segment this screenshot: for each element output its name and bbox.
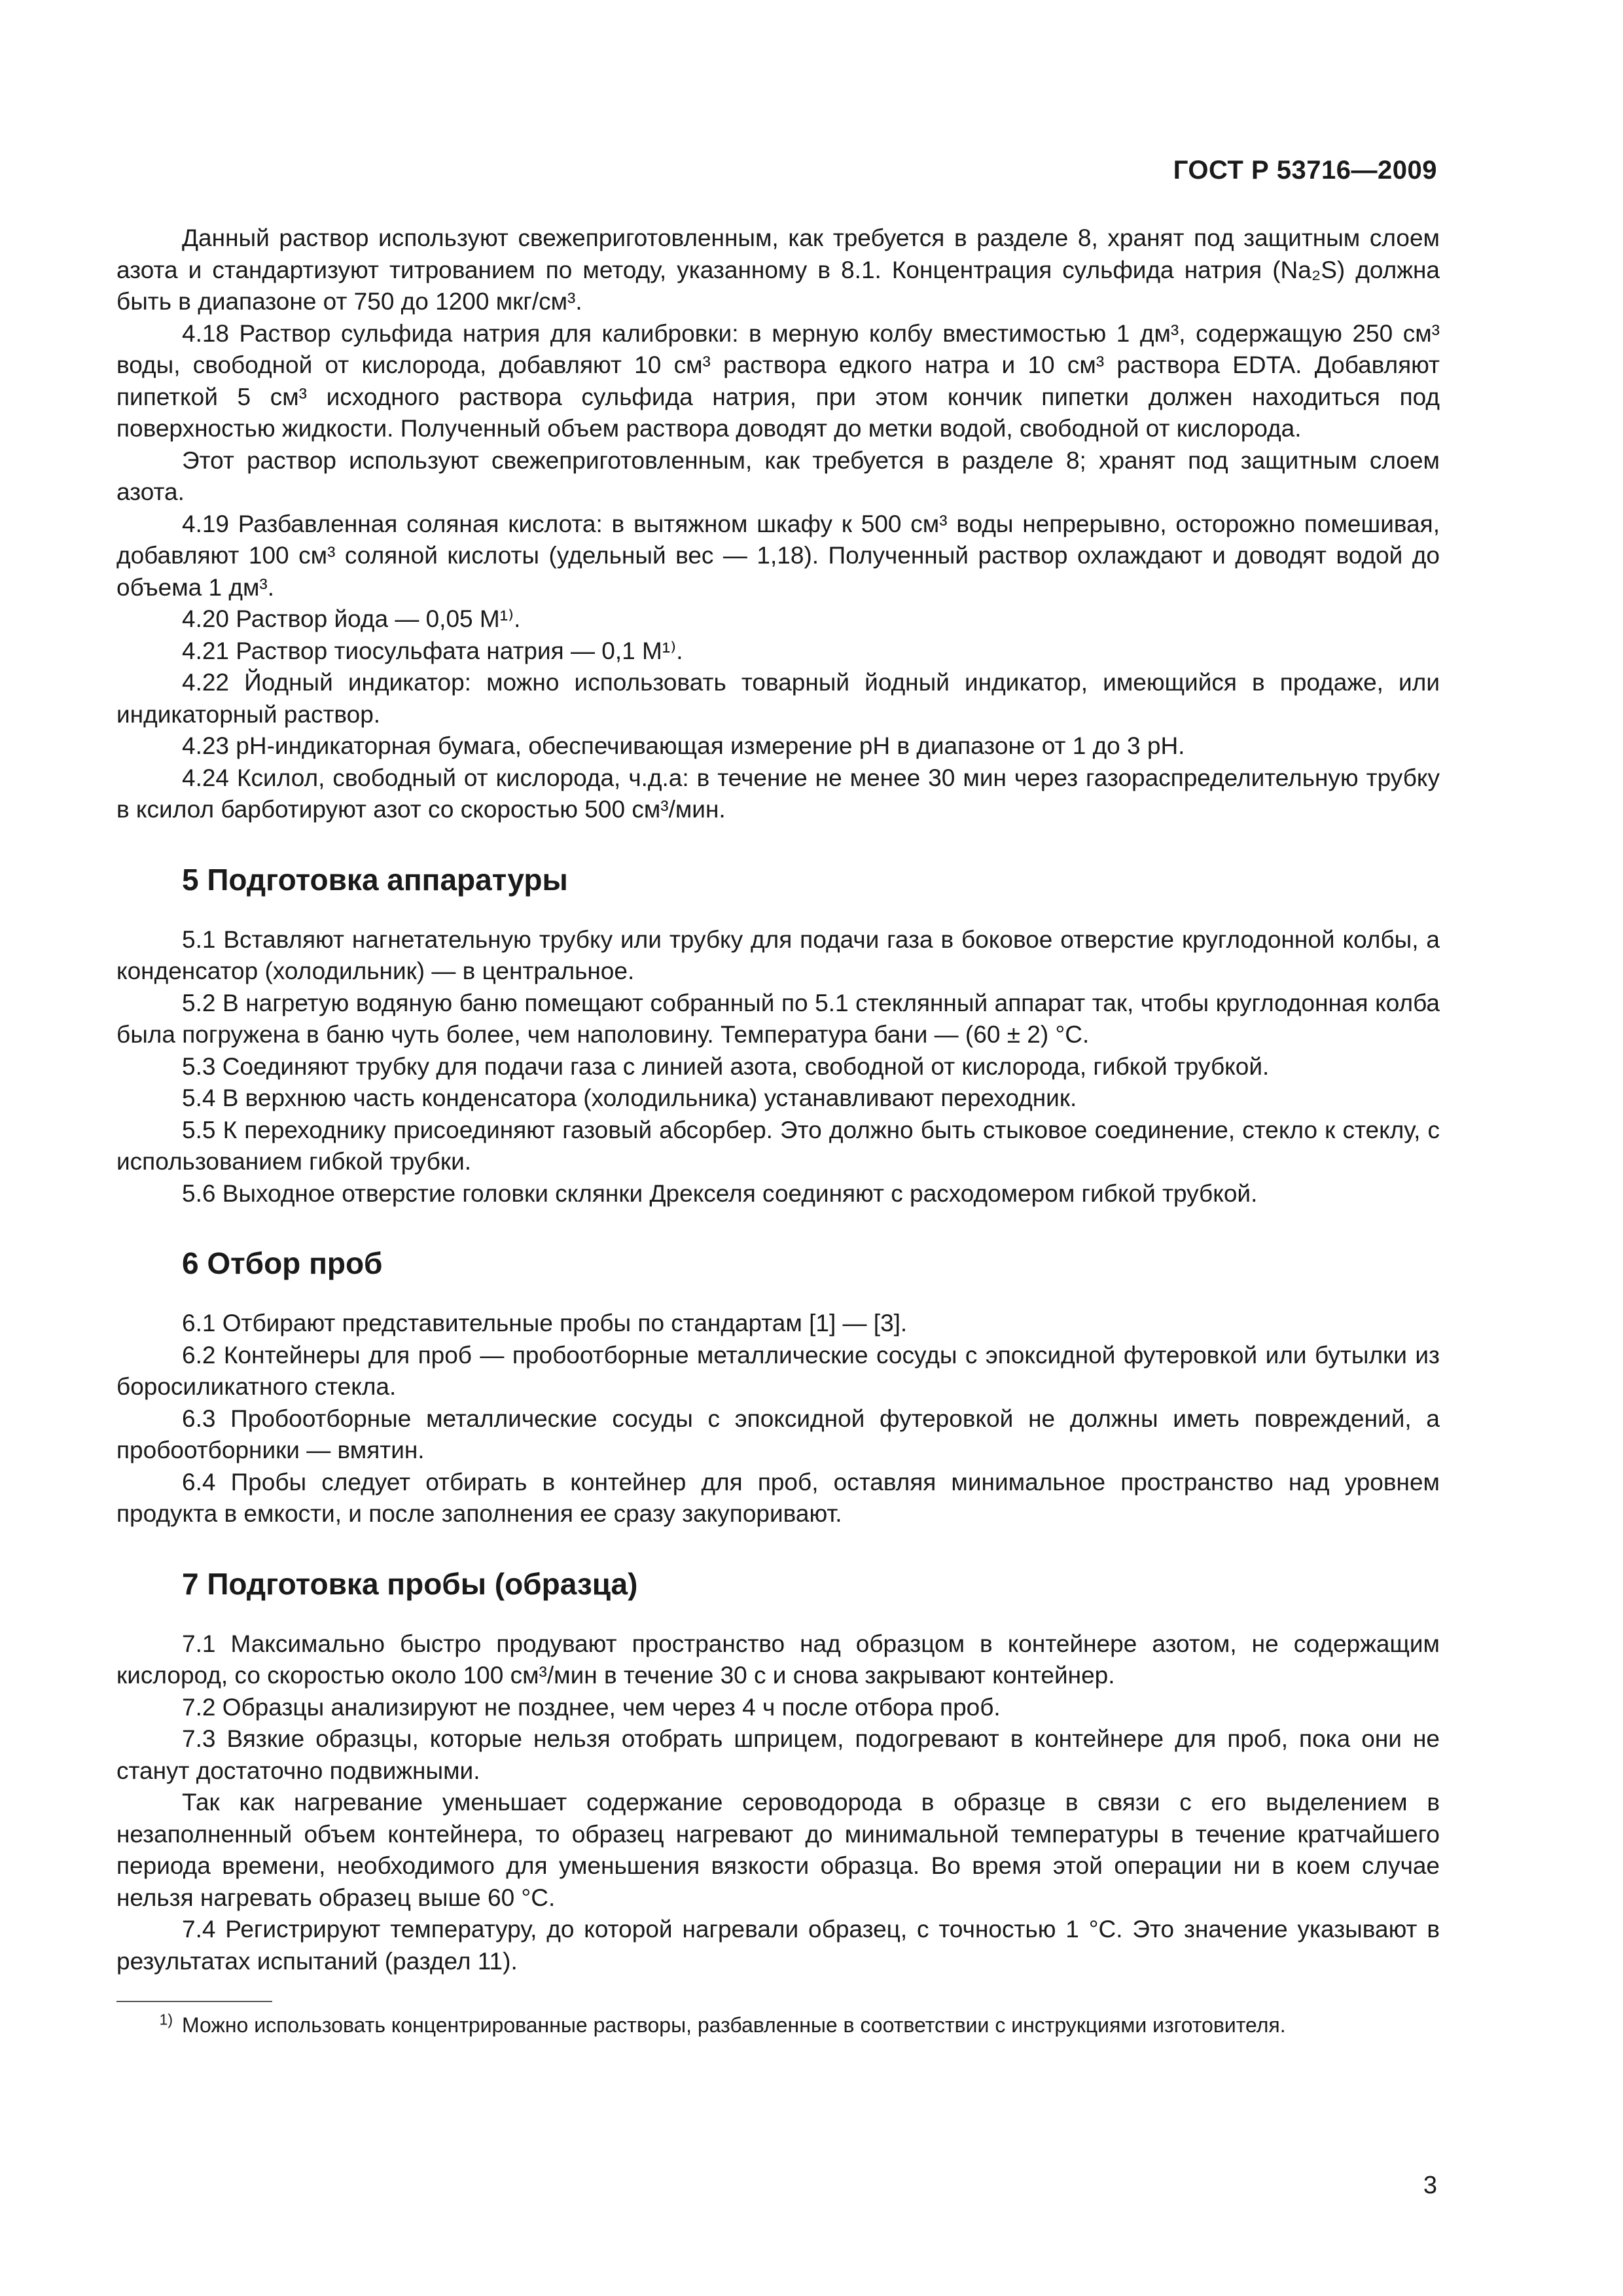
section-heading: 7 Подготовка пробы (образца) — [182, 1566, 638, 1601]
paragraph: 4.22 Йодный индикатор: можно использовать товарный йодный индикатор, имеющийся в продаже, или индикаторный раствор. — [116, 669, 1440, 728]
paragraph: 4.24 Ксилол, свободный от кислорода, ч.д.а: в течение не менее 30 мин через газораспределительную трубку в ксилол барботируют азот со скоростью 500 см³/мин. — [116, 764, 1440, 823]
paragraph: 5.3 Соединяют трубку для подачи газа с линией азота, свободной от кислорода, гибкой трубкой. — [182, 1052, 1270, 1080]
paragraph: 5.6 Выходное отверстие головки склянки Дрекселя соединяют с расходомером гибкой трубкой. — [182, 1179, 1258, 1207]
paragraph: Этот раствор используют свежеприготовленным, как требуется в разделе 8; хранят под защитным слоем азота. — [116, 446, 1440, 505]
section-heading: 5 Подготовка аппаратуры — [182, 862, 568, 897]
paragraph: 4.20 Раствор йода — 0,05 М¹⁾. — [182, 605, 521, 632]
paragraph: 6.2 Контейнеры для проб — пробоотборные металлические сосуды с эпоксидной футеровкой или бутылки из боросиликатного стекла. — [116, 1341, 1440, 1400]
paragraph: 4.23 pH-индикаторная бумага, обеспечивающая измерение pH в диапазоне от 1 до 3 pH. — [182, 732, 1185, 759]
paragraph: 6.1 Отбирают представительные пробы по стандартам [1] — [3]. — [182, 1310, 908, 1336]
footnote-divider — [116, 2001, 272, 2002]
paragraph: 5.5 К переходнику присоединяют газовый абсорбер. Это должно быть стыковое соединение, стекло к стеклу, с использованием гибкой трубки. — [116, 1116, 1440, 1175]
paragraph: 5.4 В верхнюю часть конденсатора (холодильника) устанавливают переходник. — [182, 1085, 1077, 1111]
paragraph: 4.19 Разбавленная соляная кислота: в вытяжном шкафу к 500 см³ воды непрерывно, осторожно помешивая, добавляют 100 см³ соляной кислоты (удельный вес — 1,18). Полученный раствор охлаждают и доводят водой до объема 1 дм³. — [116, 510, 1440, 601]
section-heading: 6 Отбор проб — [182, 1246, 383, 1280]
paragraph: 7.4 Регистрируют температуру, до которой нагревали образец, с точностью 1 °С. Это значение указывают в результатах испытаний (раздел 11). — [116, 1916, 1440, 1975]
paragraph: 6.3 Пробоотборные металлические сосуды с эпоксидной футеровкой не должны иметь повреждений, а пробоотборники — вмятин. — [116, 1405, 1440, 1463]
paragraph: 7.1 Максимально быстро продувают пространство над образцом в контейнере азотом, не содержащим кислород, со скоростью около 100 см³/мин в течение 30 с и снова закрывают контейнер. — [116, 1630, 1440, 1689]
footnote-marker: 1) — [159, 2011, 173, 2028]
paragraph: 7.2 Образцы анализируют не позднее, чем через 4 ч после отбора проб. — [182, 1693, 1001, 1721]
footnote — [116, 2011, 1440, 2039]
paragraph: 4.18 Раствор сульфида натрия для калибровки: в мерную колбу вместимостью 1 дм³, содержащую 250 см³ воды, свободной от кислорода, добавляют 10 см³ раствора едкого натра и 10 см³ раствора EDTA. Добавляют пипеткой 5 см³ исходного раствора сульфида натрия, при этом кончик пипетки должен находиться под поверхностью жидкости. Полученный объем раствора доводят до метки водой, свободной от кислорода. — [116, 319, 1440, 442]
paragraph: 7.3 Вязкие образцы, которые нельзя отобрать шприцем, подогревают в контейнере для проб, пока они не станут достаточно подвижными. — [116, 1725, 1440, 1784]
paragraph: Данный раствор используют свежеприготовленным, как требуется в разделе 8, хранят под защитным слоем азота и стандартизуют титрованием по методу, указанному в 8.1. Концентрация сульфида натрия (Na₂S) должна быть в диапазоне от 750 до 1200 мкг/см³. — [116, 224, 1440, 315]
document-body — [116, 223, 1440, 1977]
standard-code-header: ГОСТ Р 53716—2009 — [1173, 156, 1437, 185]
page-number: 3 — [1423, 2172, 1437, 2199]
paragraph: 6.4 Пробы следует отбирать в контейнер для проб, оставляя минимальное пространство над уровнем продукта в емкости, и после заполнения ее сразу закупоривают. — [116, 1468, 1440, 1527]
paragraph: 5.1 Вставляют нагнетательную трубку или трубку для подачи газа в боковое отверстие круглодонной колбы, а конденсатор (холодильник) — в центральное. — [116, 925, 1440, 984]
paragraph: Так как нагревание уменьшает содержание сероводорода в образце в связи с его выделением в незаполненный объем контейнера, то образец нагревают до минимальной температуры в течение кратчайшего периода времени, необходимого для уменьшения вязкости образца. Во время этой операции ни в коем случае нельзя нагревать образец выше 60 °С. — [116, 1789, 1440, 1911]
footnote-text: Можно использовать концентрированные растворы, разбавленные в соответствии с инструкциями изготовителя. — [182, 2013, 1286, 2037]
paragraph: 5.2 В нагретую водяную баню помещают собранный по 5.1 стеклянный аппарат так, чтобы круглодонная колба была погружена в баню чуть более, чем наполовину. Температура бани — (60 ± 2) °С. — [116, 989, 1440, 1048]
paragraph: 4.21 Раствор тиосульфата натрия — 0,1 М¹⁾. — [182, 637, 683, 664]
